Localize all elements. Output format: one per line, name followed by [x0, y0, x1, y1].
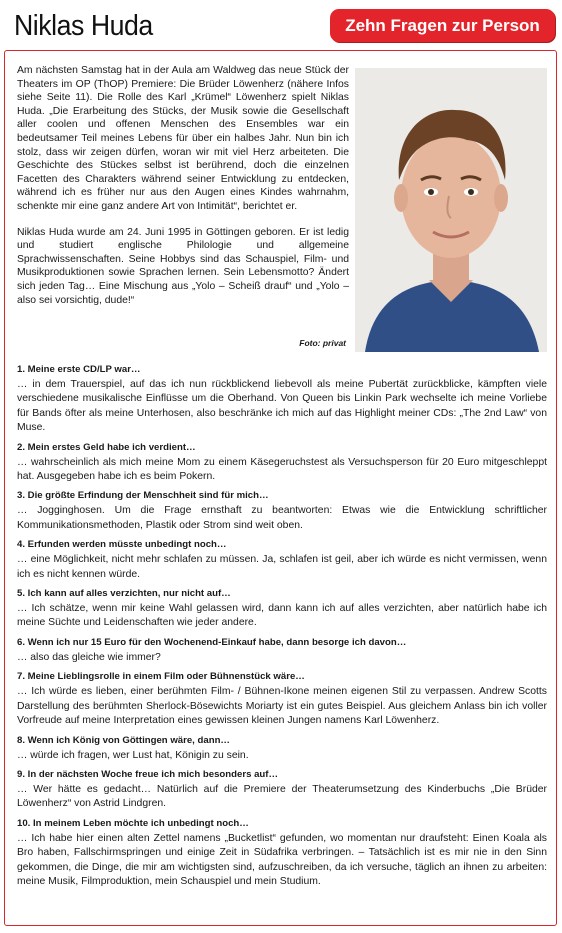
page-title: Niklas Huda [14, 10, 153, 42]
answer-text: … Ich habe hier einen alten Zettel namens „Bucketlist“ gefunden, wo momentan nur draufsteht: Einen Koala als Bro haben, Fallschirmspringen und einige Zeit in Südafrika verbringen. – Tatsächlich ist es mir nie in den Sinn gekommen, die Dinge, die mir am wichtigsten sind, aufzuschreiben, da ich versuche, täglich an ihnen zu arbeiten: meine Musik, Filmproduktion, mein Schauspiel und mein Studium. [17, 832, 547, 887]
answer-text: … würde ich fragen, wer Lust hat, Königin zu sein. [17, 749, 249, 761]
question-item [17, 735, 547, 763]
question-item [17, 769, 547, 812]
answer-text: … Wer hätte es gedacht… Natürlich auf die Premiere der Theaterumsetzung des Kinderbuchs „Die Brüder Löwenherz“ von Astrid Lindgren. [17, 783, 547, 810]
questions-list [17, 364, 547, 895]
question-item [17, 588, 547, 631]
question-text: 1. Meine erste CD/LP war… [17, 364, 141, 375]
question-item [17, 490, 547, 533]
answer-text: … Ich würde es lieben, einer berühmten Film- / Bühnen-Ikone meinen eigenen Stil zu verpassen. Andrew Scotts Darstellung des berühmten Sherlock-Bösewichts Moriarty ist ein gutes Beispiel. Aus gleichem Anlass bin ich voller Vorfreude auf meine Interpretation eines gewissen kleinen Jungen namens Karl Löwenherz. [17, 686, 547, 727]
question-text: 4. Erfunden werden müsste unbedingt noch… [17, 539, 227, 551]
question-text: 7. Meine Lieblingsrolle in einem Film oder Bühnenstück wäre… [17, 671, 305, 683]
question-text: 5. Ich kann auf alles verzichten, nur nicht auf… [17, 588, 231, 600]
question-item [17, 539, 547, 582]
intro-text [17, 64, 349, 319]
question-text: 9. In der nächsten Woche freue ich mich besonders auf… [17, 768, 279, 780]
question-text: 8. Wenn ich König von Göttingen wäre, dann… [17, 734, 231, 746]
question-text: 10. In meinem Leben möchte ich unbedingt noch… [17, 817, 249, 829]
answer-text: … in dem Trauerspiel, auf das ich nun rückblickend liebevoll als meine Pubertät zurückblicke, kämpften viele verschiedene musikalische Einflüsse um die Oberhand. Von Queen bis Linkin Park wechselte ich meine Vorliebe für Bands öfter als meine Unterhosen, also beschränke ich mich auf das Highlight meiner CDs: „The 2nd Law“ von Muse. [17, 379, 547, 434]
answer-text: … wahrscheinlich als mich meine Mom zu einem Käsegeruchstest als Versuchsperson für 20 Euro mitgeschleppt hat. Ausgegeben habe ich es beim Pokern. [17, 456, 547, 483]
portrait-illustration [355, 68, 547, 352]
answer-text: … Ich schätze, wenn mir keine Wahl gelassen wird, dann kann ich auf alles verzichten, aber natürlich habe ich meine Süchte und Leidenschaften wie jeder andere. [17, 603, 547, 629]
question-item [17, 364, 547, 436]
answer-text: … Jogginghosen. Um die Frage ernsthaft zu beantworten: Etwas wie die Entwicklung schriftlicher Kommunikationsmethoden, Plastik oder Strom sind weit oben. [17, 505, 547, 531]
section-badge: Zehn Fragen zur Person [330, 9, 555, 42]
intro-paragraph: Niklas Huda wurde am 24. Juni 1995 in Göttingen geboren. Er ist ledig und studiert englische Philologie und allgemeine Sprachwissenschaften. Seine Hobbys sind das Schauspiel, Film- und Musikproduktionen sowie Sprachen lernen. Sein Lebensmotto? Ändert sich jeden Tag… Eine Mischung aus „Yolo – Scheiß drauf“ und „Yolo – also sei vorsichtig, dude!“ [17, 226, 349, 306]
intro-paragraph: Am nächsten Samstag hat in der Aula am Waldweg das neue Stück der Theaters im OP (ThOP) Premiere: Die Brüder Löwenherz (nähere Infos siehe Seite 11). Die Rolle des Karl „Krümel“ Löwenherz spielt Niklas Huda. „Die Erarbeitung des Stücks, der Musik sowie die Gesellschaft aller coolen und offenen Menschen des Ensembles war ein bedeutsamer Teil meines Lebens für über ein halbes Jahr. Nun bin ich stolz, dass wir zeigen dürfen, woran wir mit viel Herz arbeiteten. Die Geschichte des Stückes selbst ist berührend, doch die einzelnen Facetten des Charakters während seiner Entwicklung zu entdecken, während ich es früher nur aus den Augen eines Kindes wahrnahm, schenkte mir eine ganz andere Art von Intimität“, berichtet er. [17, 65, 349, 212]
question-text: 3. Die größte Erfindung der Menschheit sind für mich… [17, 490, 269, 502]
question-text: 2. Mein erstes Geld habe ich verdient… [17, 441, 196, 453]
question-text: 6. Wenn ich nur 15 Euro für den Wochenend-Einkauf habe, dann besorge ich davon… [17, 636, 407, 648]
answer-text: … eine Möglichkeit, nicht mehr schlafen zu müssen. Ja, schlafen ist geil, aber ich würde es nicht vermissen, wenn ich es nicht kennen würde. [17, 554, 547, 580]
photo-credit: Foto: privat [299, 338, 346, 348]
question-item [17, 442, 547, 485]
question-item [17, 671, 547, 728]
portrait-photo [355, 68, 547, 352]
answer-text: … also das gleiche wie immer? [17, 651, 161, 663]
question-item [17, 637, 547, 665]
question-item [17, 818, 547, 890]
